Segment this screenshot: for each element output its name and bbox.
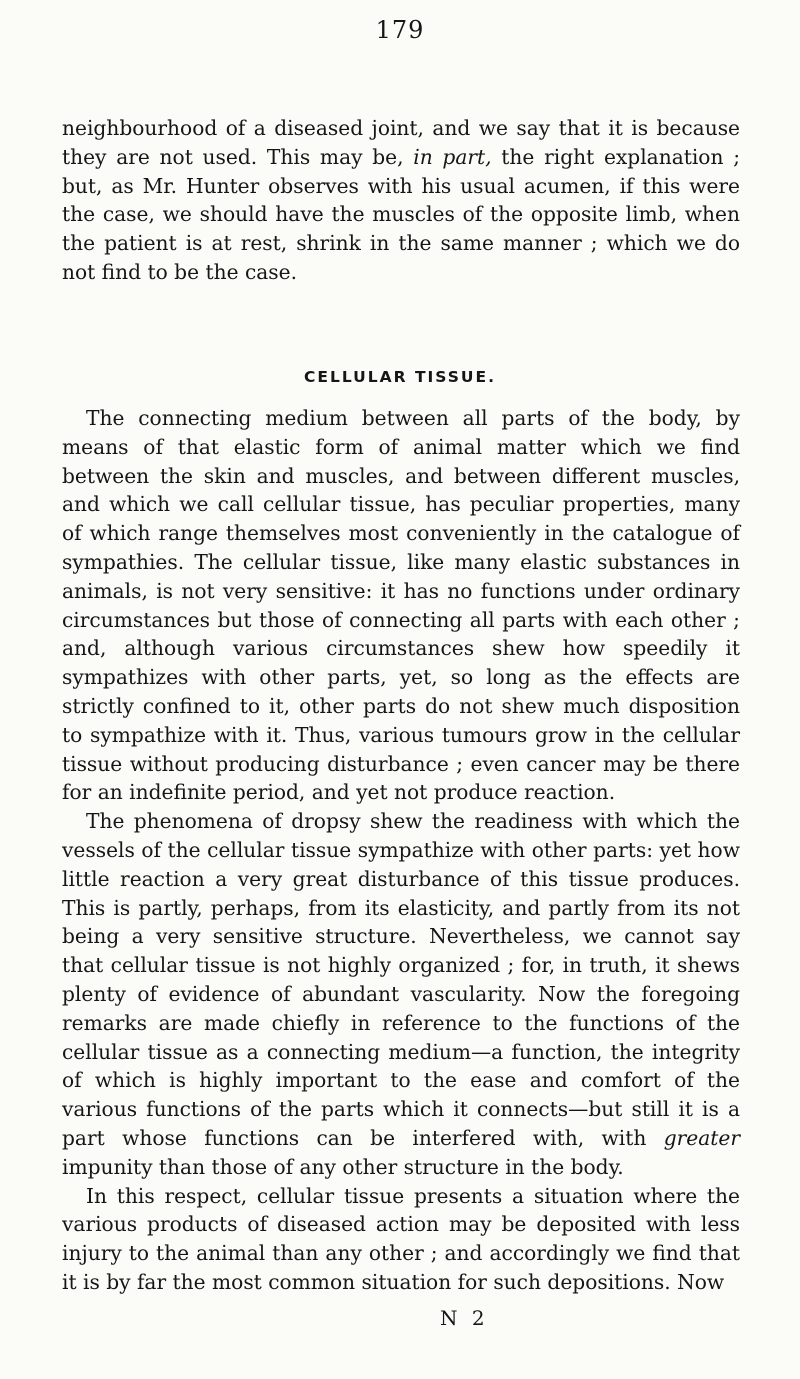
paragraph-dropsy [62,807,740,1181]
section-heading: CELLULAR TISSUE. [304,368,496,386]
dropsy-text-start: The phenomena of dropsy shew the readiness with which the vessels of the cellular tissue sympathize with other parts: yet how little reaction a very great disturbance of this tissue produces. This is partly, perhaps, from its elasticity, and partly from its not being a very sensitive structure. Nevertheless, we cannot say that cellular tissue is not highly organized ; for, in truth, it shews plenty of evidence of abundant vascularity. Now the foregoing remarks are made chiefly in reference to the functions of the cellular tissue as a connecting medium—a function, the integrity of which is highly important to the ease and comfort of the various functions of the parts which it connects—but still it is a part whose functions can be interfered with, with [62,809,740,1150]
opening-text-start: neighbourhood of a diseased joint, and we say that it is because they are not used. This may be, [62,116,740,169]
opening-text-end: the right explanation ; but, as Mr. Hunter observes with his usual acumen, if this were the case, we should have the muscles of the opposite limb, when the patient is at rest, shrink in the same manner ; which we do not find to be the case. [62,144,740,284]
opening-emphasis: in part, [413,144,492,169]
signature-mark: N 2 [440,1306,489,1330]
section-text-block [62,404,740,1297]
dropsy-emphasis: greater [663,1125,740,1150]
dropsy-text-end: impunity than those of any other structure in the body. [62,1154,624,1179]
paragraph-depositions: In this respect, cellular tissue presents a situation where the various products of diseased action may be deposited with less injury to the animal than any other ; and accordingly we find that it is by far the most common situation for such depositions. Now [62,1183,740,1294]
paragraph-connecting-medium: The connecting medium between all parts of the body, by means of that elastic form of animal matter which we find between the skin and muscles, and between different muscles, and which we call cellular tissue, has peculiar properties, many of which range themselves most conveniently in the catalogue of sympathies. The cellular tissue, like many elastic substances in animals, is not very sensitive: it has no functions under ordinary circumstances but those of connecting all parts with each other ; and, although various circumstances shew how speedily it sympathizes with other parts, yet, so long as the effects are strictly confined to it, other parts do not shew much disposition to sympathize with it. Thus, various tumours grow in the cellular tissue without producing disturbance ; even cancer may be there for an indefinite period, and yet not produce reaction. [62,406,740,805]
page-number: 179 [375,16,425,44]
opening-paragraph [62,114,740,287]
continued-text-block [62,114,740,287]
